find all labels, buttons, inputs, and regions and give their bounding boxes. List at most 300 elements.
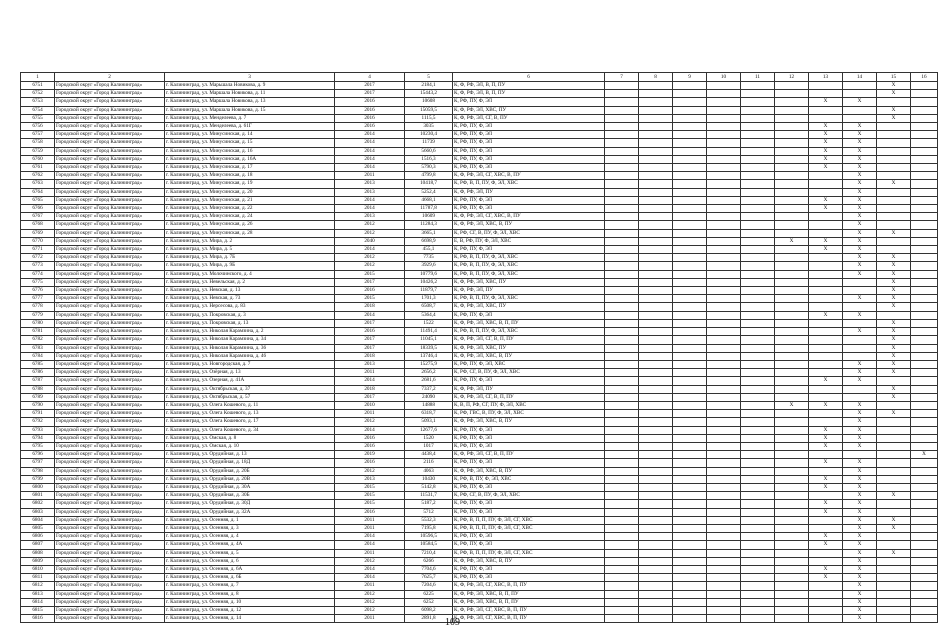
table-row <box>21 467 938 475</box>
mark-cell-col-11 <box>741 344 775 352</box>
mark-cell-col-11 <box>741 426 775 434</box>
row-number-cell: 6751 <box>21 82 55 90</box>
mark-cell-col-8 <box>639 557 673 565</box>
year-cell: 2016 <box>335 106 405 114</box>
column-header: 2 <box>55 73 165 82</box>
works-cell: К, Ф, РФ, ЭЛ, ХВС, ПУ <box>453 106 605 114</box>
mark-cell-col-10 <box>707 164 741 172</box>
municipality-cell: Городской округ «Город Калининград» <box>55 574 165 582</box>
mark-cell-col-11 <box>741 377 775 385</box>
mark-cell-col-13 <box>809 262 843 270</box>
row-number-cell: 6790 <box>21 401 55 409</box>
row-number-cell: 6804 <box>21 516 55 524</box>
mark-cell-col-13: X <box>809 508 843 516</box>
area-cell: 10230,4 <box>405 131 453 139</box>
row-number-cell: 6770 <box>21 237 55 245</box>
mark-cell-col-10 <box>707 336 741 344</box>
mark-cell-col-9 <box>673 336 707 344</box>
mark-cell-col-10 <box>707 172 741 180</box>
area-cell: 10426,2 <box>405 278 453 286</box>
mark-cell-col-7 <box>605 360 639 368</box>
area-cell: 6266 <box>405 557 453 565</box>
row-number-cell: 6775 <box>21 278 55 286</box>
mark-cell-col-14: X <box>843 213 877 221</box>
works-cell: К, Ф, РФ, ЭЛ, СГ, ХВС, В, П, ПУ <box>453 582 605 590</box>
mark-cell-col-8 <box>639 549 673 557</box>
mark-cell-col-11 <box>741 188 775 196</box>
address-cell: г. Калининград, ул. Осенняя, д. 4А <box>165 541 335 549</box>
table-row <box>21 377 938 385</box>
mark-cell-col-15 <box>877 459 911 467</box>
mark-cell-col-9 <box>673 541 707 549</box>
mark-cell-col-11 <box>741 590 775 598</box>
area-cell: 6098,2 <box>405 607 453 615</box>
mark-cell-col-14: X <box>843 492 877 500</box>
row-number-cell: 6771 <box>21 246 55 254</box>
mark-cell-col-15 <box>877 246 911 254</box>
table-row <box>21 287 938 295</box>
works-cell: К, Ф, РФ, ЭЛ, СГ, В, ПУ <box>453 114 605 122</box>
area-cell: 3665,1 <box>405 229 453 237</box>
mark-cell-col-9 <box>673 139 707 147</box>
address-cell: г. Калининград, ул. Осенняя, д. 6 <box>165 557 335 565</box>
works-cell: К, РФ, ГВС, В, ПУ, Ф, ЭЛ, ХВС <box>453 410 605 418</box>
mark-cell-col-9 <box>673 188 707 196</box>
mark-cell-col-11 <box>741 131 775 139</box>
year-cell: 2012 <box>335 229 405 237</box>
mark-cell-col-12 <box>775 229 809 237</box>
mark-cell-col-11 <box>741 582 775 590</box>
mark-cell-col-7 <box>605 451 639 459</box>
mark-cell-col-15: X <box>877 549 911 557</box>
municipality-cell: Городской округ «Город Калининград» <box>55 467 165 475</box>
mark-cell-col-13: X <box>809 500 843 508</box>
area-cell: 2681,6 <box>405 377 453 385</box>
row-number-cell: 6777 <box>21 295 55 303</box>
year-cell: 2018 <box>335 303 405 311</box>
mark-cell-col-7 <box>605 607 639 615</box>
mark-cell-col-9 <box>673 360 707 368</box>
mark-cell-col-10 <box>707 549 741 557</box>
municipality-cell: Городской округ «Город Калининград» <box>55 311 165 319</box>
mark-cell-col-16 <box>911 516 938 524</box>
mark-cell-col-14: X <box>843 139 877 147</box>
mark-cell-col-15 <box>877 565 911 573</box>
mark-cell-col-13: X <box>809 434 843 442</box>
mark-cell-col-12 <box>775 106 809 114</box>
table-row <box>21 451 938 459</box>
row-number-cell: 6781 <box>21 328 55 336</box>
mark-cell-col-11 <box>741 475 775 483</box>
mark-cell-col-8 <box>639 500 673 508</box>
mark-cell-col-16 <box>911 475 938 483</box>
municipality-cell: Городской округ «Город Калининград» <box>55 98 165 106</box>
address-cell: г. Калининград, ул. Орудийная, д. 20В <box>165 475 335 483</box>
address-cell: г. Калининград, ул. Минусинская, д. 19 <box>165 180 335 188</box>
table-row <box>21 114 938 122</box>
area-cell: 7735 <box>405 254 453 262</box>
area-cell: 6252 <box>405 598 453 606</box>
row-number-cell: 6773 <box>21 262 55 270</box>
mark-cell-col-10 <box>707 590 741 598</box>
mark-cell-col-13 <box>809 295 843 303</box>
table-row <box>21 98 938 106</box>
mark-cell-col-13: X <box>809 533 843 541</box>
area-cell: 7704,6 <box>405 565 453 573</box>
mark-cell-col-15: X <box>877 344 911 352</box>
mark-cell-col-8 <box>639 508 673 516</box>
mark-cell-col-16 <box>911 410 938 418</box>
mark-cell-col-12 <box>775 278 809 286</box>
mark-cell-col-7 <box>605 442 639 450</box>
mark-cell-col-16 <box>911 377 938 385</box>
municipality-cell: Городской округ «Город Калининград» <box>55 229 165 237</box>
municipality-cell: Городской округ «Город Калининград» <box>55 319 165 327</box>
mark-cell-col-13: X <box>809 311 843 319</box>
mark-cell-col-7 <box>605 533 639 541</box>
mark-cell-col-9 <box>673 434 707 442</box>
mark-cell-col-11 <box>741 360 775 368</box>
table-row <box>21 172 938 180</box>
year-cell: 2011 <box>335 516 405 524</box>
municipality-cell: Городской округ «Город Калининград» <box>55 565 165 573</box>
address-cell: г. Калининград, ул. Николая Карамзина, д. 36 <box>165 344 335 352</box>
mark-cell-col-11 <box>741 180 775 188</box>
works-cell: К, РФ, СГ, В, ПУ, Ф, ЭЛ, ХВС <box>453 229 605 237</box>
mark-cell-col-12 <box>775 533 809 541</box>
mark-cell-col-10 <box>707 393 741 401</box>
column-header: 3 <box>165 73 335 82</box>
address-cell: г. Калининград, ул. Маршала Новикова, д. 13 <box>165 98 335 106</box>
mark-cell-col-12 <box>775 352 809 360</box>
table-row <box>21 229 938 237</box>
mark-cell-col-12 <box>775 262 809 270</box>
mark-cell-col-7 <box>605 123 639 131</box>
mark-cell-col-15: X <box>877 114 911 122</box>
municipality-cell: Городской округ «Город Калининград» <box>55 541 165 549</box>
mark-cell-col-13 <box>809 385 843 393</box>
mark-cell-col-12 <box>775 410 809 418</box>
mark-cell-col-11 <box>741 270 775 278</box>
works-cell: К, РФ, ПУ, Ф, ЭЛ <box>453 574 605 582</box>
mark-cell-col-10 <box>707 147 741 155</box>
mark-cell-col-16 <box>911 336 938 344</box>
works-cell: К, Ф, РФ, ЭЛ, СГ, ХВС, В, ПУ <box>453 213 605 221</box>
mark-cell-col-13: X <box>809 131 843 139</box>
mark-cell-col-10 <box>707 196 741 204</box>
mark-cell-col-15 <box>877 188 911 196</box>
mark-cell-col-7 <box>605 344 639 352</box>
mark-cell-col-10 <box>707 229 741 237</box>
table-row <box>21 139 938 147</box>
municipality-cell: Городской округ «Город Калининград» <box>55 516 165 524</box>
address-cell: г. Калининград, ул. Молочинского, д. 4 <box>165 270 335 278</box>
works-cell: К, Ф, РФ, ЭЛ, ХВС, ПУ <box>453 303 605 311</box>
mark-cell-col-11 <box>741 492 775 500</box>
mark-cell-col-16 <box>911 483 938 491</box>
mark-cell-col-7 <box>605 254 639 262</box>
mark-cell-col-12 <box>775 459 809 467</box>
address-cell: г. Калининград, ул. Мира, д. 5 <box>165 246 335 254</box>
works-cell: К, РФ, ПУ, Ф, ЭЛ <box>453 246 605 254</box>
mark-cell-col-12 <box>775 155 809 163</box>
mark-cell-col-10 <box>707 303 741 311</box>
year-cell: 2011 <box>335 410 405 418</box>
mark-cell-col-11 <box>741 82 775 90</box>
mark-cell-col-10 <box>707 401 741 409</box>
mark-cell-col-16 <box>911 262 938 270</box>
mark-cell-col-15: X <box>877 90 911 98</box>
row-number-cell: 6800 <box>21 483 55 491</box>
row-number-cell: 6779 <box>21 311 55 319</box>
municipality-cell: Городской округ «Город Калининград» <box>55 147 165 155</box>
mark-cell-col-9 <box>673 221 707 229</box>
mark-cell-col-16 <box>911 393 938 401</box>
mark-cell-col-11 <box>741 393 775 401</box>
mark-cell-col-10 <box>707 155 741 163</box>
row-number-cell: 6753 <box>21 98 55 106</box>
mark-cell-col-16 <box>911 172 938 180</box>
mark-cell-col-15 <box>877 442 911 450</box>
row-number-cell: 6794 <box>21 434 55 442</box>
mark-cell-col-7 <box>605 557 639 565</box>
mark-cell-col-13 <box>809 549 843 557</box>
mark-cell-col-7 <box>605 303 639 311</box>
row-number-cell: 6811 <box>21 574 55 582</box>
mark-cell-col-9 <box>673 254 707 262</box>
mark-cell-col-12 <box>775 607 809 615</box>
mark-cell-col-8 <box>639 131 673 139</box>
municipality-cell: Городской округ «Город Калининград» <box>55 524 165 532</box>
works-cell: К, РФ, ПУ, Ф, ЭЛ <box>453 164 605 172</box>
mark-cell-col-9 <box>673 114 707 122</box>
mark-cell-col-10 <box>707 270 741 278</box>
mark-cell-col-11 <box>741 533 775 541</box>
mark-cell-col-9 <box>673 369 707 377</box>
table-row <box>21 319 938 327</box>
works-cell: К, РФ, ПУ, Ф, ЭЛ <box>453 205 605 213</box>
area-cell: 7337,2 <box>405 385 453 393</box>
mark-cell-col-12 <box>775 311 809 319</box>
mark-cell-col-15 <box>877 172 911 180</box>
mark-cell-col-7 <box>605 205 639 213</box>
housing-register-table <box>20 72 938 623</box>
year-cell: 2014 <box>335 533 405 541</box>
mark-cell-col-10 <box>707 377 741 385</box>
mark-cell-col-13: X <box>809 147 843 155</box>
mark-cell-col-15 <box>877 582 911 590</box>
municipality-cell: Городской округ «Город Калининград» <box>55 615 165 623</box>
mark-cell-col-12 <box>775 164 809 172</box>
mark-cell-col-15: X <box>877 287 911 295</box>
address-cell: г. Калининград, ул. Орудийная, д. 30Б <box>165 492 335 500</box>
year-cell: 2016 <box>335 123 405 131</box>
mark-cell-col-7 <box>605 459 639 467</box>
column-header: 5 <box>405 73 453 82</box>
mark-cell-col-8 <box>639 262 673 270</box>
year-cell: 2011 <box>335 172 405 180</box>
mark-cell-col-16 <box>911 344 938 352</box>
works-cell: К, РФ, ПУ, Ф, ЭЛ <box>453 565 605 573</box>
mark-cell-col-11 <box>741 106 775 114</box>
mark-cell-col-9 <box>673 213 707 221</box>
table-row <box>21 328 938 336</box>
works-cell: К, РФ, ПУ, Ф, ЭЛ <box>453 500 605 508</box>
mark-cell-col-14 <box>843 303 877 311</box>
mark-cell-col-15: X <box>877 295 911 303</box>
mark-cell-col-8 <box>639 574 673 582</box>
works-cell: К, РФ, В, ПУ, Ф, ЭЛ, ХВС <box>453 475 605 483</box>
mark-cell-col-10 <box>707 565 741 573</box>
area-cell: 5187,2 <box>405 500 453 508</box>
mark-cell-col-10 <box>707 410 741 418</box>
row-number-cell: 6767 <box>21 213 55 221</box>
works-cell: К, РФ, ПУ, Ф, ЭЛ <box>453 131 605 139</box>
address-cell: г. Калининград, ул. Осенняя, д. 4 <box>165 533 335 541</box>
column-header: 15 <box>877 73 911 82</box>
works-cell: К, Ф, РФ, ЭЛ, ХВС, В, П, ПУ <box>453 598 605 606</box>
mark-cell-col-11 <box>741 352 775 360</box>
mark-cell-col-8 <box>639 442 673 450</box>
mark-cell-col-7 <box>605 598 639 606</box>
address-cell: г. Калининград, ул. Осенняя, д. 7 <box>165 582 335 590</box>
mark-cell-col-14 <box>843 393 877 401</box>
mark-cell-col-11 <box>741 164 775 172</box>
address-cell: г. Калининград, ул. Нерсесова, д. 83 <box>165 303 335 311</box>
mark-cell-col-8 <box>639 229 673 237</box>
mark-cell-col-11 <box>741 557 775 565</box>
works-cell: К, РФ, ПУ, Ф, ЭЛ, ХВС <box>453 360 605 368</box>
mark-cell-col-14 <box>843 106 877 114</box>
mark-cell-col-11 <box>741 295 775 303</box>
mark-cell-col-11 <box>741 319 775 327</box>
year-cell: 2015 <box>335 295 405 303</box>
mark-cell-col-12 <box>775 147 809 155</box>
table-row <box>21 131 938 139</box>
table-row <box>21 221 938 229</box>
mark-cell-col-15 <box>877 598 911 606</box>
row-number-cell: 6789 <box>21 393 55 401</box>
works-cell: К, РФ, ПУ, Ф, ЭЛ <box>453 426 605 434</box>
table-row <box>21 508 938 516</box>
mark-cell-col-8 <box>639 492 673 500</box>
row-number-cell: 6807 <box>21 541 55 549</box>
table-row <box>21 410 938 418</box>
mark-cell-col-15 <box>877 426 911 434</box>
mark-cell-col-14 <box>843 319 877 327</box>
mark-cell-col-8 <box>639 328 673 336</box>
mark-cell-col-14: X <box>843 557 877 565</box>
works-cell: К, РФ, В, П, ПУ, Ф, ЭЛ, ХВС <box>453 295 605 303</box>
table-row <box>21 557 938 565</box>
mark-cell-col-14 <box>843 352 877 360</box>
mark-cell-col-10 <box>707 475 741 483</box>
mark-cell-col-7 <box>605 516 639 524</box>
mark-cell-col-15 <box>877 557 911 565</box>
mark-cell-col-8 <box>639 524 673 532</box>
works-cell: К, РФ, В, П, ПУ, Ф, ЭЛ, ХВС <box>453 328 605 336</box>
mark-cell-col-13 <box>809 360 843 368</box>
mark-cell-col-11 <box>741 541 775 549</box>
address-cell: г. Калининград, ул. Невская, д. 73 <box>165 295 335 303</box>
mark-cell-col-7 <box>605 426 639 434</box>
area-cell: 7625,7 <box>405 574 453 582</box>
row-number-cell: 6761 <box>21 164 55 172</box>
table-row <box>21 254 938 262</box>
mark-cell-col-7 <box>605 377 639 385</box>
mark-cell-col-13: X <box>809 426 843 434</box>
mark-cell-col-13 <box>809 90 843 98</box>
area-cell: 11879,7 <box>405 287 453 295</box>
mark-cell-col-10 <box>707 278 741 286</box>
mark-cell-col-11 <box>741 213 775 221</box>
table-row <box>21 483 938 491</box>
mark-cell-col-16 <box>911 278 938 286</box>
mark-cell-col-7 <box>605 147 639 155</box>
area-cell: 5252,4 <box>405 188 453 196</box>
mark-cell-col-12 <box>775 287 809 295</box>
column-header: 8 <box>639 73 673 82</box>
mark-cell-col-12 <box>775 590 809 598</box>
address-cell: г. Калининград, ул. Осенняя, д. 14 <box>165 615 335 623</box>
mark-cell-col-7 <box>605 155 639 163</box>
area-cell: 4063 <box>405 467 453 475</box>
mark-cell-col-14: X <box>843 196 877 204</box>
mark-cell-col-16 <box>911 180 938 188</box>
mark-cell-col-9 <box>673 533 707 541</box>
row-number-cell: 6809 <box>21 557 55 565</box>
area-cell: 13746,4 <box>405 352 453 360</box>
mark-cell-col-8 <box>639 196 673 204</box>
mark-cell-col-14: X <box>843 172 877 180</box>
mark-cell-col-8 <box>639 352 673 360</box>
municipality-cell: Городской округ «Город Калининград» <box>55 377 165 385</box>
municipality-cell: Городской округ «Город Калининград» <box>55 607 165 615</box>
mark-cell-col-10 <box>707 82 741 90</box>
address-cell: г. Калининград, ул. Олега Кошевого, д. 13 <box>165 410 335 418</box>
area-cell: 7195,8 <box>405 524 453 532</box>
address-cell: г. Калининград, ул. Минусинская, д. 22 <box>165 205 335 213</box>
mark-cell-col-10 <box>707 467 741 475</box>
mark-cell-col-14: X <box>843 541 877 549</box>
year-cell: 2018 <box>335 385 405 393</box>
municipality-cell: Городской округ «Город Калининград» <box>55 328 165 336</box>
mark-cell-col-7 <box>605 164 639 172</box>
mark-cell-col-13: X <box>809 155 843 163</box>
area-cell: 1520 <box>405 434 453 442</box>
mark-cell-col-12 <box>775 475 809 483</box>
mark-cell-col-7 <box>605 565 639 573</box>
row-number-cell: 6786 <box>21 369 55 377</box>
mark-cell-col-12 <box>775 254 809 262</box>
mark-cell-col-13 <box>809 344 843 352</box>
mark-cell-col-12 <box>775 574 809 582</box>
register-sheet <box>20 72 938 623</box>
mark-cell-col-10 <box>707 180 741 188</box>
mark-cell-col-11 <box>741 508 775 516</box>
mark-cell-col-8 <box>639 590 673 598</box>
column-header: 14 <box>843 73 877 82</box>
year-cell: 2016 <box>335 328 405 336</box>
row-number-cell: 6785 <box>21 360 55 368</box>
mark-cell-col-10 <box>707 205 741 213</box>
year-cell: 2016 <box>335 508 405 516</box>
mark-cell-col-9 <box>673 155 707 163</box>
mark-cell-col-10 <box>707 221 741 229</box>
mark-cell-col-16 <box>911 459 938 467</box>
area-cell: 11491,4 <box>405 328 453 336</box>
address-cell: г. Калининград, ул. Николая Карамзина, д. 34 <box>165 336 335 344</box>
